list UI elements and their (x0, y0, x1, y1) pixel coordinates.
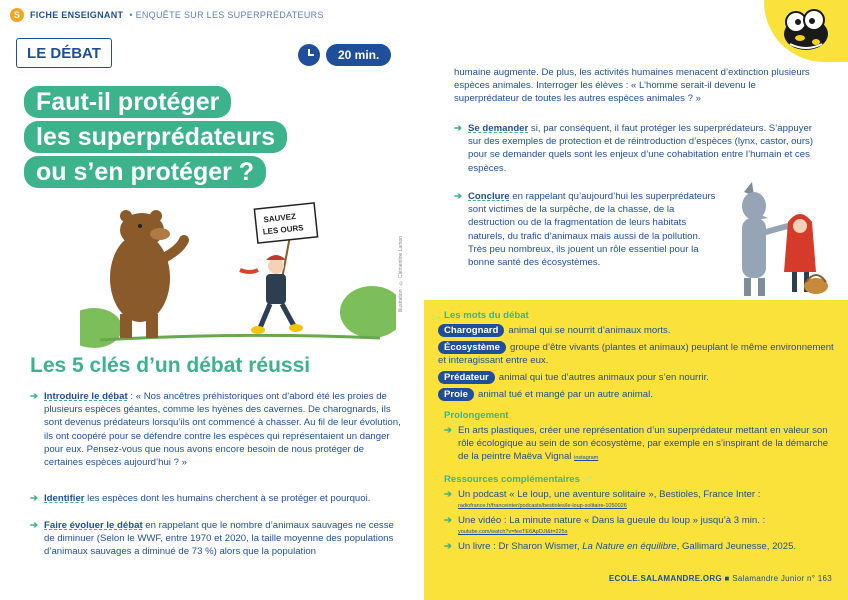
definition-text: animal tué et mangé par un autre animal. (478, 389, 653, 400)
key-text: les espèces dont les humains cherchent à se protéger et pourquoi. (84, 493, 371, 504)
key-faire-evoluer (30, 519, 402, 559)
resource-text: Un podcast « Le loup, une aventure solitaire », Bestioles, France Inter : (458, 489, 761, 500)
arrow-icon: ➔ (30, 520, 39, 531)
page-gutter (416, 0, 424, 600)
bear-illustration (80, 200, 396, 350)
wolf (742, 182, 788, 296)
salamander-mascot-icon (776, 4, 834, 56)
definition-text: animal qui tue d’autres animaux pour s’en nourrir. (498, 372, 709, 383)
footer-separator: ■ (724, 574, 730, 583)
sign-text: LES OURS (262, 223, 304, 237)
key-label: Identifier (44, 493, 85, 504)
resource-book (444, 540, 836, 553)
key-conclure (454, 190, 716, 269)
page-title (24, 86, 304, 191)
footer-site: ECOLE.SALAMANDRE.ORG (608, 574, 722, 583)
mots-title: Les mots du débat (444, 310, 529, 321)
left-page (0, 0, 416, 600)
bear (110, 210, 184, 338)
key-text: en rappelant qu’aujourd’hui les superprédateurs sont victimes de la surpêche, de la chasse, de la destruction ou de la fragmentation de leurs habitats naturels, du trafic d’animaux mais aussi de la pollution. Très peu nombreux, ils jouent un rôle essentiel pour la bonne santé des écosystèmes. (468, 191, 716, 269)
resource-text: , Gallimard Jeunesse, 2025. (676, 541, 797, 552)
info-box (424, 300, 848, 600)
resource-text: Un livre : Dr Sharon Wismer, (458, 541, 583, 552)
arrow-icon: ➔ (444, 515, 453, 526)
salamandre-logo-icon: S (10, 8, 24, 22)
header-subtitle: • ENQUÊTE SUR LES SUPERPRÉDATEURS (129, 10, 324, 20)
key-label: Conclure (468, 191, 510, 202)
title-line: ou s’en protéger ? (24, 156, 266, 188)
instagram-link[interactable]: instagram (574, 455, 599, 461)
prolongement-title: Prolongement (444, 410, 509, 421)
right-page (424, 0, 848, 600)
debate-tag: LE DÉBAT (16, 38, 112, 68)
duration-label: 20 min. (326, 44, 391, 66)
key-identifier (30, 492, 402, 505)
child-with-sign (240, 203, 318, 334)
red-riding-hood (784, 214, 828, 294)
key-introduire (30, 390, 402, 469)
continuation-text: humaine augmente. De plus, les activités humaines menacent d’extinction plusieurs espèces animales. Interroger les élèves : « L’homme serait-il devenu le superprédateur de toutes les autres espèces animales ? » (454, 67, 810, 105)
definition-item (438, 341, 838, 367)
bush-left (80, 308, 122, 348)
key-label: Introduire le débat (44, 391, 128, 402)
sign-text: SAUVEZ (263, 211, 297, 225)
podcast-link[interactable]: radiofrance.fr/franceinter/podcasts/bestioles/le-loup-solitaire-1050026 (458, 503, 627, 509)
key-text: en rappelant que le nombre d’animaux sauvages ne cesse de diminuer (Selon le WWF, entre 1970 et 2020, la taille moyenne des populations d’animaux sauvages a diminué de 73 %) alors que la population (44, 520, 394, 558)
definition-text: groupe d’être vivants (plantes et animaux) peuplant le même environnement et interagissant entre eux. (438, 342, 834, 366)
definition-item (438, 371, 838, 384)
title-line: Faut-il protéger (24, 86, 231, 118)
ressources-title: Ressources complémentaires (444, 474, 580, 485)
bush-right (340, 286, 396, 338)
footer (609, 574, 832, 583)
arrow-icon: ➔ (30, 391, 39, 402)
arrow-icon: ➔ (30, 493, 39, 504)
definition-text: animal qui se nourrit d’animaux morts. (508, 325, 671, 336)
definition-item (438, 388, 838, 401)
definition-item (438, 324, 838, 337)
key-text: : « Nos ancêtres préhistoriques ont d’abord été les proies de plusieurs espèces géantes, comme les hyènes des cavernes. De charognards, ils sont devenus prédateurs lorsqu’ils ont commencé à chasser. Au fil de leur évolution, ils ont coopéré pour se défendre contre les espèces qui représentaient un danger pour eux. Pensez-vous que nous avons encore besoin de nous protéger de certaines espèces aujourd’hui ? » (44, 391, 401, 469)
footer-issue: Salamandre Junior n° 163 (732, 574, 832, 583)
arrow-icon: ➔ (454, 191, 463, 202)
title-line: les superprédateurs (24, 121, 287, 153)
book-title: La Nature en équilibre (582, 541, 677, 552)
header (10, 8, 324, 22)
definition-term: Charognard (438, 324, 504, 337)
illustration-credit: Illustration : © Clémentine Lamon (398, 236, 404, 313)
definition-term: Prédateur (438, 371, 495, 384)
duration-indicator (298, 44, 391, 66)
key-se-demander (454, 122, 814, 175)
keys-section-title: Les 5 clés d’un débat réussi (30, 354, 311, 377)
clock-icon (298, 44, 320, 66)
arrow-icon: ➔ (444, 541, 453, 552)
arrow-icon: ➔ (444, 425, 453, 436)
key-label: Faire évoluer le débat (44, 520, 143, 531)
wolf-illustration (724, 182, 834, 302)
arrow-icon: ➔ (454, 123, 463, 134)
resource-podcast (444, 488, 836, 511)
key-label: Se demander (468, 123, 529, 134)
header-title: FICHE ENSEIGNANT (30, 10, 124, 20)
video-link[interactable]: youtube.com/watch?v=feeTE6ApDJI&t=225s (458, 529, 568, 535)
resource-video (444, 514, 836, 537)
arrow-icon: ➔ (444, 489, 453, 500)
key-text: si, par conséquent, il faut protéger les superprédateurs. S’appuyer sur des exemples de protection et de réintroduction d’espèces (lynx, castor, ours) pour se demander quels sont les enjeux d’une cohabitation entre l’humain et ces espèces. (468, 123, 814, 174)
prolongement-text: En arts plastiques, créer une représentation d’un superprédateur mettant en valeur son rôle écologique au sein de son écosystème, par exemple en s’inspirant de la démarche de la peintre Maëva Vignal (458, 425, 829, 462)
prolongement-item (444, 424, 836, 465)
resource-text: Une vidéo : La minute nature « Dans la gueule du loup » jusqu’à 3 min. : (458, 515, 766, 526)
definition-term: Proie (438, 388, 474, 401)
definition-term: Écosystème (438, 341, 506, 354)
